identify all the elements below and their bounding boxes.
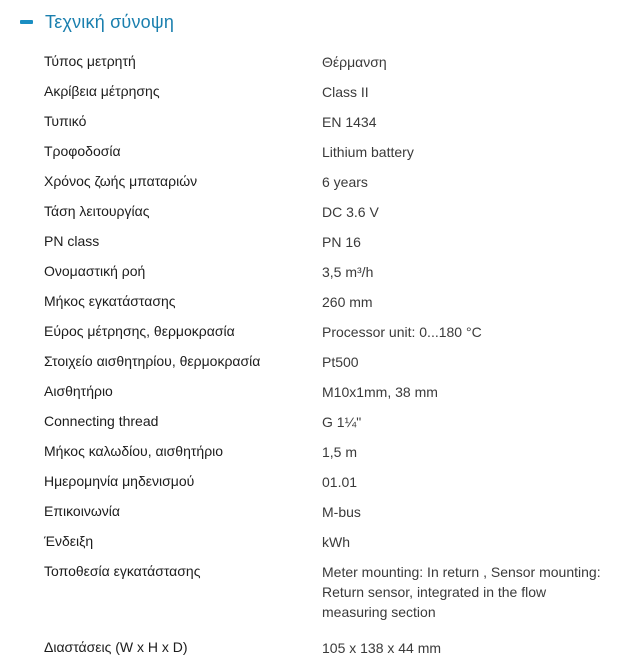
spec-value: Class II: [322, 84, 369, 100]
spec-label: Τυπικό: [44, 113, 87, 129]
spec-label: Ονομαστική ροή: [44, 263, 146, 279]
spec-row: [44, 317, 614, 347]
spec-value: Processor unit: 0...180 °C: [322, 324, 482, 340]
spec-value: 01.01: [322, 474, 358, 490]
spec-row: [44, 407, 614, 437]
spec-value: 105 x 138 x 44 mm: [322, 640, 442, 656]
spec-value: Meter mounting: In return , Sensor mounting: Return sensor, integrated in the flow measuring section: [322, 564, 601, 620]
spec-value: M-bus: [322, 504, 361, 520]
spec-value: PN 16: [322, 234, 361, 250]
section-title: Τεχνική σύνοψη: [45, 11, 175, 32]
spec-value: 3,5 m³/h: [322, 264, 374, 280]
spec-row: [44, 167, 614, 197]
spec-label: Τροφοδοσία: [44, 143, 121, 159]
section-toggle[interactable]: [20, 8, 174, 36]
spec-label: Τάση λειτουργίας: [44, 203, 150, 219]
spec-row: [44, 137, 614, 167]
spec-label: Επικοινωνία: [44, 503, 120, 519]
collapse-icon[interactable]: [20, 15, 34, 29]
spec-value: EN 1434: [322, 114, 377, 130]
spec-row: [44, 557, 614, 633]
spec-value: Θέρμανση: [322, 54, 387, 70]
spec-label: Ημερομηνία μηδενισμού: [44, 473, 195, 489]
spec-label: Διαστάσεις (W x H x D): [44, 639, 188, 655]
spec-row: [44, 47, 614, 77]
spec-row: [44, 257, 614, 287]
spec-value: G 1¼": [322, 414, 362, 430]
spec-label: Αισθητήριο: [44, 383, 113, 399]
spec-value: 6 years: [322, 174, 368, 190]
spec-value: M10x1mm, 38 mm: [322, 384, 438, 400]
spec-label: Τύπος μετρητή: [44, 53, 136, 69]
spec-label: Στοιχείο αισθητηρίου, θερμοκρασία: [44, 353, 261, 369]
spec-row: [44, 77, 614, 107]
spec-label: Τοποθεσία εγκατάστασης: [44, 563, 201, 579]
spec-value: 260 mm: [322, 294, 373, 310]
spec-label: Ένδειξη: [44, 533, 94, 549]
spec-value: kWh: [322, 534, 350, 550]
spec-value: Pt500: [322, 354, 359, 370]
spec-label: Χρόνος ζωής μπαταριών: [44, 173, 198, 189]
spec-label: Εύρος μέτρησης, θερμοκρασία: [44, 323, 235, 339]
spec-row: [44, 197, 614, 227]
spec-row: [44, 287, 614, 317]
spec-value: 1,5 m: [322, 444, 358, 460]
spec-label: Μήκος καλωδίου, αισθητήριο: [44, 443, 224, 459]
spec-value: DC 3.6 V: [322, 204, 379, 220]
spec-row: [44, 377, 614, 407]
spec-row: [44, 437, 614, 467]
spec-row: [44, 227, 614, 257]
spec-value: Lithium battery: [322, 144, 414, 160]
spec-row: [44, 527, 614, 557]
spec-row: [44, 347, 614, 377]
spec-row: [44, 107, 614, 137]
spec-label: Connecting thread: [44, 413, 159, 429]
spec-label: Ακρίβεια μέτρησης: [44, 83, 160, 99]
spec-row: [44, 633, 614, 663]
spec-table: [44, 47, 614, 663]
spec-row: [44, 467, 614, 497]
spec-label: PN class: [44, 233, 100, 249]
spec-row: [44, 497, 614, 527]
spec-label: Μήκος εγκατάστασης: [44, 293, 176, 309]
